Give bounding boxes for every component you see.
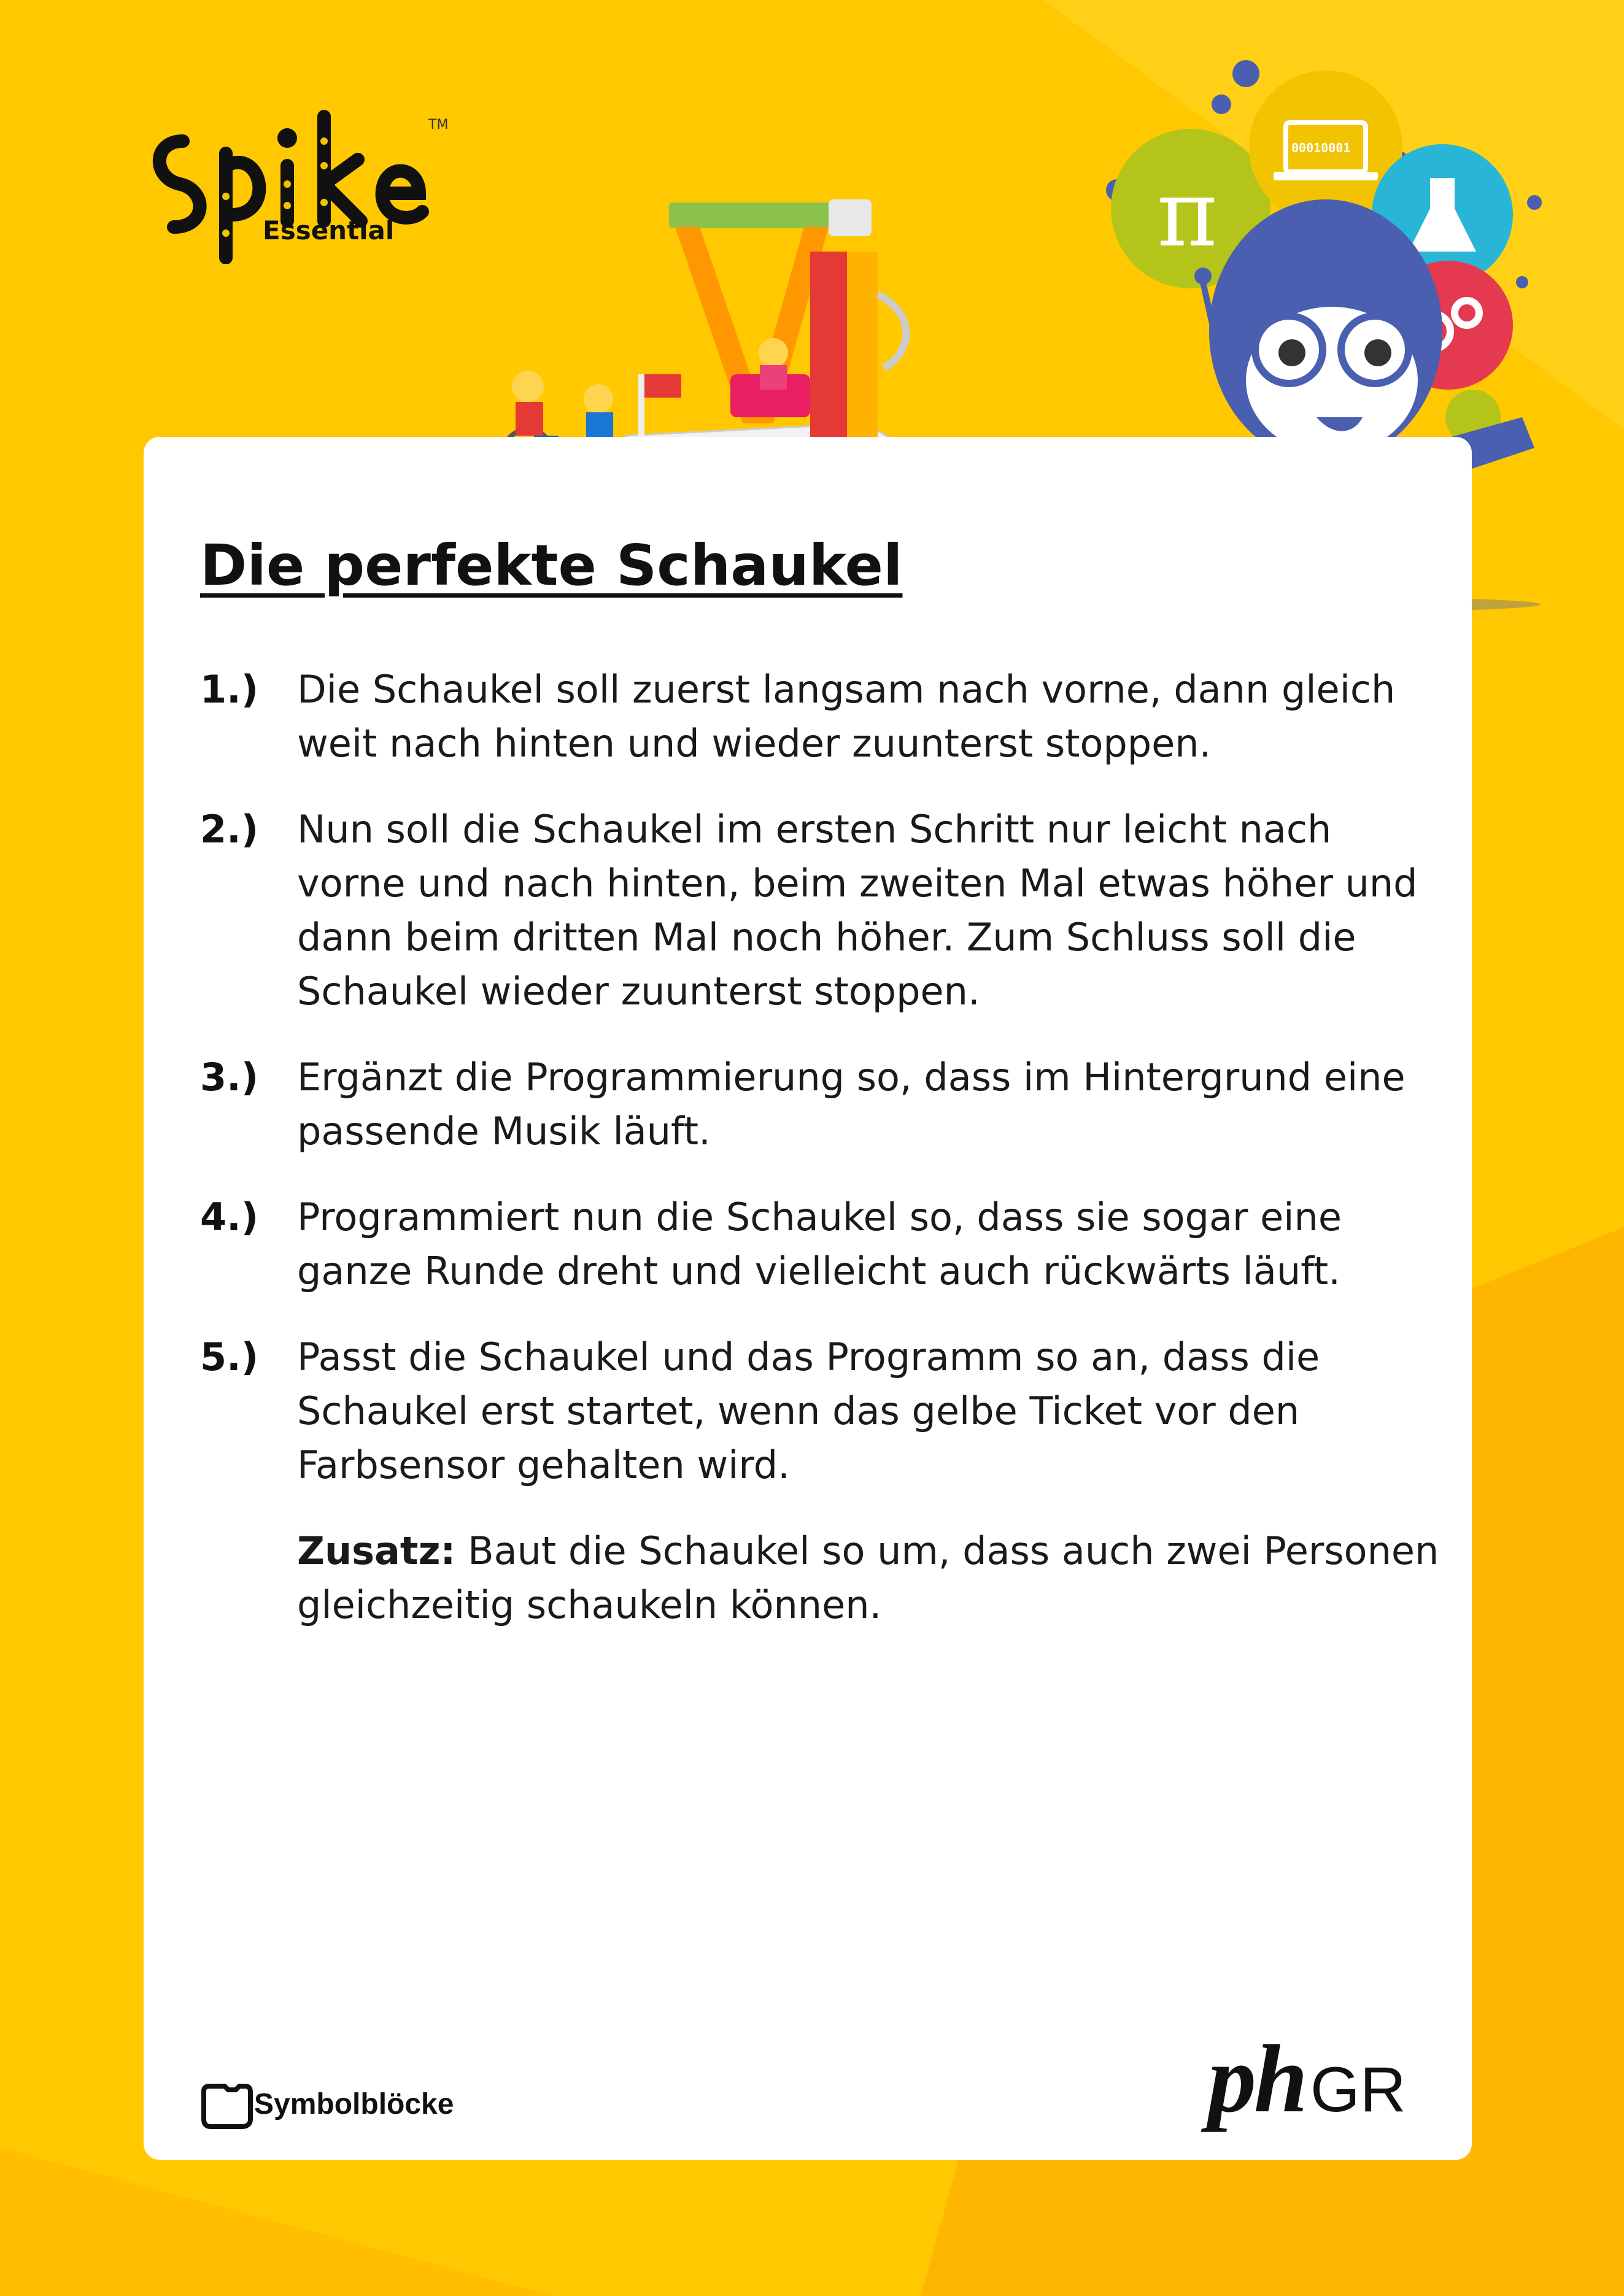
phgr-logo-ph: ph — [1208, 2025, 1305, 2133]
task-item — [200, 663, 1440, 771]
task-item — [200, 803, 1440, 1019]
phgr-logo — [1208, 2024, 1406, 2134]
phgr-logo-gr: GR — [1310, 2054, 1406, 2125]
extra-text: Baut die Schaukel so um, dass auch zwei Personen gleichzeitig schaukeln können. — [297, 1528, 1439, 1627]
task-number: 3.) — [200, 1055, 259, 1100]
task-list — [200, 663, 1440, 1632]
extra-label: Zusatz: — [297, 1528, 456, 1573]
task-item — [200, 1190, 1440, 1298]
task-text: Ergänzt die Programmierung so, dass im Hintergrund eine passende Musik läuft. — [297, 1055, 1406, 1154]
binary-readout: 00010001 — [1291, 141, 1351, 155]
task-item — [200, 1330, 1440, 1492]
task-text: Programmiert nun die Schaukel so, dass sie sogar eine ganze Runde dreht und vielleicht auch rückwärts läuft. — [297, 1195, 1342, 1293]
pi-symbol: π — [1157, 161, 1218, 268]
task-text: Die Schaukel soll zuerst langsam nach vorne, dann gleich weit nach hinten und wieder zuunterst stoppen. — [297, 667, 1396, 766]
page-title: Die perfekte Schaukel — [200, 533, 903, 598]
task-text: Nun soll die Schaukel im ersten Schritt nur leicht nach vorne und nach hinten, beim zweiten Mal etwas höher und dann beim dritten Mal noch höher. Zum Schluss soll die Schaukel wieder zuunterst stoppen. — [297, 807, 1418, 1014]
task-number: 4.) — [200, 1195, 259, 1239]
spike-essential-logo — [140, 92, 508, 264]
logo-tm: TM — [428, 117, 449, 133]
task-item — [200, 1050, 1440, 1158]
task-number: 1.) — [200, 667, 259, 712]
task-number: 5.) — [200, 1335, 259, 1379]
logo-subtitle: Essential — [263, 215, 395, 245]
task-number: 2.) — [200, 807, 259, 852]
block-type-label: Symbolblöcke — [254, 2088, 454, 2121]
extra-task — [297, 1524, 1440, 1632]
task-text: Passt die Schaukel und das Programm so an, dass die Schaukel erst startet, wenn das gelbe Ticket vor den Farbsensor gehalten wird. — [297, 1335, 1320, 1487]
